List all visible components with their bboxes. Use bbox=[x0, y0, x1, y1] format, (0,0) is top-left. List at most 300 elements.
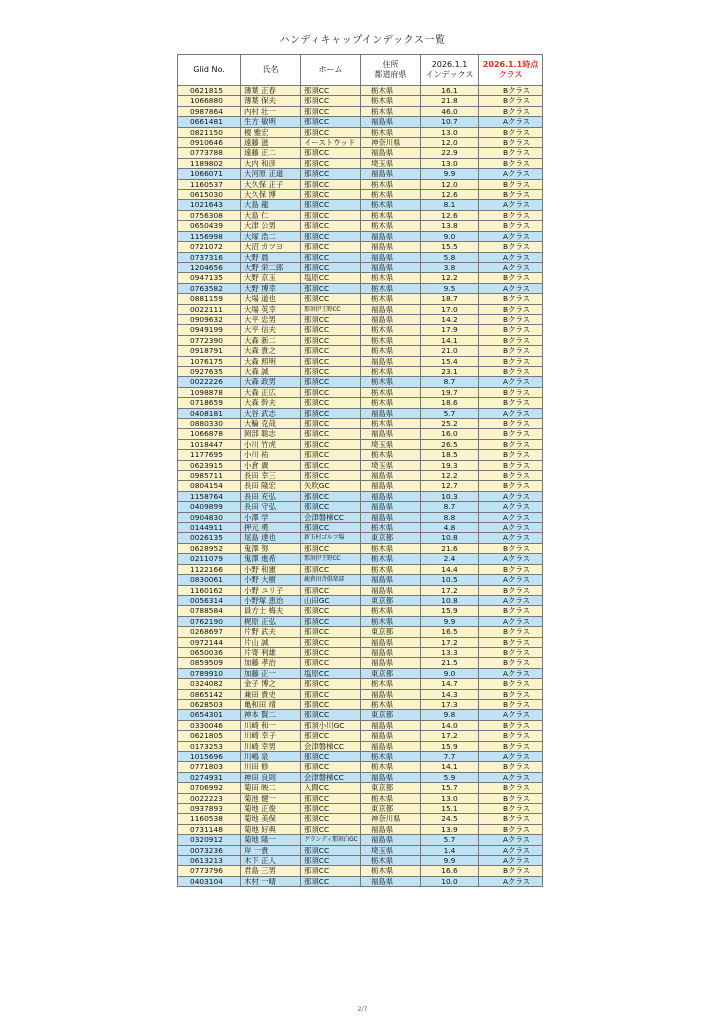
cell-glid-no: 0804154 bbox=[178, 481, 241, 491]
cell-class: Bクラス bbox=[479, 419, 543, 429]
cell-glid-no: 0628952 bbox=[178, 543, 241, 553]
header-index-line2: インデックス bbox=[425, 70, 474, 79]
cell-home: 那須CC bbox=[301, 637, 361, 647]
table-row bbox=[178, 127, 543, 137]
cell-name: 君島 三男 bbox=[241, 866, 301, 876]
cell-class: Bクラス bbox=[479, 96, 543, 106]
cell-name: 大森 政男 bbox=[241, 377, 301, 387]
table-row bbox=[178, 335, 543, 345]
cell-class: Aクラス bbox=[479, 502, 543, 512]
cell-index: 14.1 bbox=[421, 762, 479, 772]
cell-home: 那須CC bbox=[301, 283, 361, 293]
cell-name: 片山 誠 bbox=[241, 637, 301, 647]
cell-class: Bクラス bbox=[479, 585, 543, 595]
cell-glid-no: 0972144 bbox=[178, 637, 241, 647]
cell-index: 10.5 bbox=[421, 575, 479, 585]
cell-home: 那須CC bbox=[301, 804, 361, 814]
table-row bbox=[178, 814, 543, 824]
cell-class: Bクラス bbox=[479, 127, 543, 137]
cell-name: 木村 一晴 bbox=[241, 876, 301, 886]
cell-index: 12.0 bbox=[421, 179, 479, 189]
cell-name: 長田 守弘 bbox=[241, 502, 301, 512]
cell-prefecture: 神奈川県 bbox=[361, 138, 421, 148]
table-row bbox=[178, 158, 543, 168]
table-row bbox=[178, 439, 543, 449]
table-row bbox=[178, 190, 543, 200]
cell-glid-no: 1015696 bbox=[178, 752, 241, 762]
cell-glid-no: 0910646 bbox=[178, 138, 241, 148]
cell-glid-no: 0026135 bbox=[178, 533, 241, 543]
cell-home: 那須CC bbox=[301, 866, 361, 876]
cell-index: 15.9 bbox=[421, 741, 479, 751]
table-row bbox=[178, 741, 543, 751]
cell-home: 矢吹GC bbox=[301, 481, 361, 491]
cell-index: 15.9 bbox=[421, 606, 479, 616]
cell-prefecture: 栃木県 bbox=[361, 398, 421, 408]
cell-index: 19.7 bbox=[421, 387, 479, 397]
cell-class: Bクラス bbox=[479, 346, 543, 356]
cell-prefecture: 栃木県 bbox=[361, 273, 421, 283]
cell-index: 15.4 bbox=[421, 356, 479, 366]
cell-index: 1.4 bbox=[421, 845, 479, 855]
cell-name: 大島 龍 bbox=[241, 200, 301, 210]
cell-prefecture: 東京都 bbox=[361, 710, 421, 720]
table-row bbox=[178, 720, 543, 730]
cell-class: Bクラス bbox=[479, 866, 543, 876]
cell-index: 17.3 bbox=[421, 699, 479, 709]
cell-home: 会津磐梯CC bbox=[301, 741, 361, 751]
table-body bbox=[178, 86, 543, 887]
header-index bbox=[421, 55, 479, 86]
cell-home: 山田GC bbox=[301, 595, 361, 605]
cell-glid-no: 0773796 bbox=[178, 866, 241, 876]
cell-home: 那須CC bbox=[301, 856, 361, 866]
cell-index: 10.3 bbox=[421, 491, 479, 501]
cell-prefecture: 栃木県 bbox=[361, 866, 421, 876]
cell-glid-no: 1177695 bbox=[178, 450, 241, 460]
cell-prefecture: 栃木県 bbox=[361, 387, 421, 397]
cell-index: 21.6 bbox=[421, 543, 479, 553]
cell-name: 長田 充弘 bbox=[241, 491, 301, 501]
cell-home: 那須CC bbox=[301, 627, 361, 637]
cell-name: 岡部 聡志 bbox=[241, 429, 301, 439]
cell-class: Bクラス bbox=[479, 138, 543, 148]
table-row bbox=[178, 138, 543, 148]
cell-prefecture: 栃木県 bbox=[361, 699, 421, 709]
cell-prefecture: 東京都 bbox=[361, 595, 421, 605]
cell-class: Bクラス bbox=[479, 637, 543, 647]
table-row bbox=[178, 554, 543, 564]
cell-home: 那須CC bbox=[301, 106, 361, 116]
cell-glid-no: 0987864 bbox=[178, 106, 241, 116]
cell-prefecture: 栃木県 bbox=[361, 419, 421, 429]
cell-index: 21.5 bbox=[421, 658, 479, 668]
page-number: 2/7 bbox=[357, 1006, 368, 1013]
table-row bbox=[178, 148, 543, 158]
header-prefecture-line2: 都道府県 bbox=[374, 70, 407, 79]
cell-index: 14.7 bbox=[421, 679, 479, 689]
cell-name: 大場 英幸 bbox=[241, 304, 301, 314]
cell-home: 那須CC bbox=[301, 210, 361, 220]
table-row bbox=[178, 200, 543, 210]
cell-prefecture: 福島県 bbox=[361, 741, 421, 751]
cell-index: 13.0 bbox=[421, 793, 479, 803]
cell-prefecture: 福島県 bbox=[361, 169, 421, 179]
cell-index: 22.9 bbox=[421, 148, 479, 158]
table-row bbox=[178, 450, 543, 460]
table-row bbox=[178, 564, 543, 574]
cell-prefecture: 埼玉県 bbox=[361, 460, 421, 470]
cell-index: 17.9 bbox=[421, 325, 479, 335]
cell-class: Aクラス bbox=[479, 117, 543, 127]
table-row bbox=[178, 679, 543, 689]
cell-home: 那須CC bbox=[301, 231, 361, 241]
table-row bbox=[178, 752, 543, 762]
cell-prefecture: 栃木県 bbox=[361, 210, 421, 220]
cell-prefecture: 栃木県 bbox=[361, 335, 421, 345]
cell-glid-no: 1160537 bbox=[178, 179, 241, 189]
cell-index: 9.9 bbox=[421, 169, 479, 179]
cell-name: 川嶋 泉 bbox=[241, 752, 301, 762]
cell-index: 8.8 bbox=[421, 512, 479, 522]
cell-name: 小野塚 恵治 bbox=[241, 595, 301, 605]
cell-index: 9.8 bbox=[421, 710, 479, 720]
cell-home: 会津磐梯CC bbox=[301, 772, 361, 782]
cell-class: Bクラス bbox=[479, 366, 543, 376]
cell-name: 金子 博之 bbox=[241, 679, 301, 689]
table-row bbox=[178, 824, 543, 834]
cell-home: 那須CC bbox=[301, 439, 361, 449]
cell-class: Aクラス bbox=[479, 575, 543, 585]
cell-home: 那須CC bbox=[301, 221, 361, 231]
cell-glid-no: 1098878 bbox=[178, 387, 241, 397]
cell-class: Bクラス bbox=[479, 762, 543, 772]
cell-glid-no: 0773788 bbox=[178, 148, 241, 158]
cell-home: 那須CC bbox=[301, 647, 361, 657]
table-row bbox=[178, 543, 543, 553]
cell-prefecture: 東京都 bbox=[361, 804, 421, 814]
cell-prefecture: 福島県 bbox=[361, 314, 421, 324]
cell-prefecture: 福島県 bbox=[361, 242, 421, 252]
cell-home: 那須CC bbox=[301, 658, 361, 668]
cell-index: 15.7 bbox=[421, 783, 479, 793]
table-row bbox=[178, 117, 543, 127]
table-row bbox=[178, 731, 543, 741]
cell-index: 12.6 bbox=[421, 190, 479, 200]
cell-home: 那須CC bbox=[301, 169, 361, 179]
table-row bbox=[178, 325, 543, 335]
cell-glid-no: 0268697 bbox=[178, 627, 241, 637]
cell-prefecture: 福島県 bbox=[361, 471, 421, 481]
cell-name: 尾島 達也 bbox=[241, 533, 301, 543]
cell-glid-no: 0859509 bbox=[178, 658, 241, 668]
cell-class: Aクラス bbox=[479, 252, 543, 262]
cell-index: 17.0 bbox=[421, 304, 479, 314]
cell-home: 入間CC bbox=[301, 783, 361, 793]
cell-home: 那須CC bbox=[301, 845, 361, 855]
cell-class: Bクラス bbox=[479, 679, 543, 689]
table-row bbox=[178, 221, 543, 231]
cell-index: 10.7 bbox=[421, 117, 479, 127]
cell-class: Bクラス bbox=[479, 179, 543, 189]
cell-prefecture: 東京都 bbox=[361, 627, 421, 637]
table-row bbox=[178, 356, 543, 366]
cell-prefecture: 福島県 bbox=[361, 585, 421, 595]
cell-name: 小澤 学 bbox=[241, 512, 301, 522]
table-row bbox=[178, 429, 543, 439]
cell-name: 長田 隆宏 bbox=[241, 481, 301, 491]
cell-class: Bクラス bbox=[479, 398, 543, 408]
table-row bbox=[178, 689, 543, 699]
cell-name: 大内 和彦 bbox=[241, 158, 301, 168]
cell-class: Bクラス bbox=[479, 106, 543, 116]
cell-name: 大場 道也 bbox=[241, 294, 301, 304]
cell-index: 23.1 bbox=[421, 366, 479, 376]
cell-glid-no: 0771803 bbox=[178, 762, 241, 772]
table-row bbox=[178, 502, 543, 512]
cell-name: 員方士 梅夫 bbox=[241, 606, 301, 616]
cell-index: 12.2 bbox=[421, 471, 479, 481]
cell-name: 遠藤 正二 bbox=[241, 148, 301, 158]
table-row bbox=[178, 210, 543, 220]
cell-home: 那須CC bbox=[301, 314, 361, 324]
cell-glid-no: 0650439 bbox=[178, 221, 241, 231]
table-row bbox=[178, 273, 543, 283]
cell-index: 12.6 bbox=[421, 210, 479, 220]
cell-home: 那須CC bbox=[301, 824, 361, 834]
cell-name: 大谷 武志 bbox=[241, 408, 301, 418]
cell-index: 14.4 bbox=[421, 564, 479, 574]
cell-home: 那須CC bbox=[301, 793, 361, 803]
cell-name: 鬼澤 努 bbox=[241, 543, 301, 553]
cell-index: 16.1 bbox=[421, 86, 479, 96]
cell-prefecture: 埼玉県 bbox=[361, 158, 421, 168]
table-row bbox=[178, 419, 543, 429]
cell-prefecture: 栃木県 bbox=[361, 96, 421, 106]
cell-index: 16.5 bbox=[421, 627, 479, 637]
cell-home: 那須伊王野CC bbox=[301, 554, 361, 564]
cell-name: 菊地 美保 bbox=[241, 814, 301, 824]
cell-class: Bクラス bbox=[479, 429, 543, 439]
cell-glid-no: 1160162 bbox=[178, 585, 241, 595]
cell-prefecture: 栃木県 bbox=[361, 752, 421, 762]
cell-home: 那須CC bbox=[301, 200, 361, 210]
cell-name: 大森 新二 bbox=[241, 335, 301, 345]
cell-name: 榎 雅宏 bbox=[241, 127, 301, 137]
cell-glid-no: 1076175 bbox=[178, 356, 241, 366]
cell-prefecture: 福島県 bbox=[361, 408, 421, 418]
cell-name: 小川 竹虎 bbox=[241, 439, 301, 449]
cell-index: 3.8 bbox=[421, 262, 479, 272]
cell-home: 那須CC bbox=[301, 460, 361, 470]
cell-home: 那須CC bbox=[301, 398, 361, 408]
table-row bbox=[178, 575, 543, 585]
cell-name: 大島 仁 bbox=[241, 210, 301, 220]
cell-class: Bクラス bbox=[479, 481, 543, 491]
cell-home: 那須CC bbox=[301, 564, 361, 574]
cell-glid-no: 0661481 bbox=[178, 117, 241, 127]
cell-name: 内村 壮一 bbox=[241, 106, 301, 116]
table-row bbox=[178, 793, 543, 803]
cell-home: 那須CC bbox=[301, 523, 361, 533]
table-row bbox=[178, 460, 543, 470]
cell-class: Bクラス bbox=[479, 148, 543, 158]
cell-glid-no: 1066071 bbox=[178, 169, 241, 179]
cell-home: 那須CC bbox=[301, 387, 361, 397]
cell-glid-no: 0409899 bbox=[178, 502, 241, 512]
cell-index: 8.7 bbox=[421, 502, 479, 512]
cell-index: 4.8 bbox=[421, 523, 479, 533]
cell-prefecture: 福島県 bbox=[361, 772, 421, 782]
cell-name: 長田 幸三 bbox=[241, 471, 301, 481]
table-row bbox=[178, 294, 543, 304]
header-class bbox=[479, 55, 543, 86]
cell-name: 押元 勇 bbox=[241, 523, 301, 533]
cell-prefecture: 埼玉県 bbox=[361, 845, 421, 855]
cell-index: 5.8 bbox=[421, 252, 479, 262]
cell-index: 13.0 bbox=[421, 127, 479, 137]
cell-name: 小野 ユリ子 bbox=[241, 585, 301, 595]
cell-class: Bクラス bbox=[479, 294, 543, 304]
cell-prefecture: 栃木県 bbox=[361, 179, 421, 189]
cell-prefecture: 福島県 bbox=[361, 117, 421, 127]
cell-home: 那須伊王野CC bbox=[301, 304, 361, 314]
cell-name: 川田 修 bbox=[241, 762, 301, 772]
cell-home: グランディ那須白GC bbox=[301, 835, 361, 845]
cell-class: Bクラス bbox=[479, 647, 543, 657]
cell-prefecture: 栃木県 bbox=[361, 346, 421, 356]
cell-class: Bクラス bbox=[479, 699, 543, 709]
cell-home: 那須CC bbox=[301, 117, 361, 127]
cell-glid-no: 1021643 bbox=[178, 200, 241, 210]
cell-home: 那須CC bbox=[301, 242, 361, 252]
cell-home: 那須CC bbox=[301, 710, 361, 720]
cell-index: 13.9 bbox=[421, 824, 479, 834]
cell-prefecture: 栃木県 bbox=[361, 221, 421, 231]
cell-home: 那須CC bbox=[301, 408, 361, 418]
cell-class: Bクラス bbox=[479, 314, 543, 324]
cell-home: 那須CC bbox=[301, 419, 361, 429]
cell-glid-no: 0830061 bbox=[178, 575, 241, 585]
cell-class: Aクラス bbox=[479, 262, 543, 272]
header-home: ホーム bbox=[301, 55, 361, 86]
cell-class: Bクラス bbox=[479, 242, 543, 252]
cell-name: 大森 貴之 bbox=[241, 346, 301, 356]
table-row bbox=[178, 86, 543, 96]
cell-name: 菊池 健一 bbox=[241, 793, 301, 803]
cell-home: 那須CC bbox=[301, 689, 361, 699]
cell-glid-no: 0788584 bbox=[178, 606, 241, 616]
cell-glid-no: 0909632 bbox=[178, 314, 241, 324]
cell-glid-no: 0789910 bbox=[178, 668, 241, 678]
cell-home: 那須CC bbox=[301, 158, 361, 168]
cell-index: 13.0 bbox=[421, 158, 479, 168]
cell-index: 18.7 bbox=[421, 294, 479, 304]
cell-index: 14.0 bbox=[421, 720, 479, 730]
handicap-index-table bbox=[177, 54, 543, 887]
table-row bbox=[178, 398, 543, 408]
cell-class: Bクラス bbox=[479, 158, 543, 168]
cell-name: 菊地 好典 bbox=[241, 824, 301, 834]
cell-prefecture: 福島県 bbox=[361, 689, 421, 699]
cell-class: Bクラス bbox=[479, 335, 543, 345]
cell-glid-no: 0274931 bbox=[178, 772, 241, 782]
cell-class: Bクラス bbox=[479, 460, 543, 470]
cell-home: 那須CC bbox=[301, 543, 361, 553]
cell-index: 16.6 bbox=[421, 866, 479, 876]
header-name: 氏名 bbox=[241, 55, 301, 86]
cell-glid-no: 0613213 bbox=[178, 856, 241, 866]
cell-index: 19.3 bbox=[421, 460, 479, 470]
cell-class: Aクラス bbox=[479, 595, 543, 605]
cell-prefecture: 東京都 bbox=[361, 533, 421, 543]
table-row bbox=[178, 346, 543, 356]
cell-glid-no: 0022111 bbox=[178, 304, 241, 314]
cell-prefecture: 福島県 bbox=[361, 148, 421, 158]
cell-prefecture: 東京都 bbox=[361, 783, 421, 793]
table-row bbox=[178, 595, 543, 605]
cell-glid-no: 1160538 bbox=[178, 814, 241, 824]
cell-class: Bクラス bbox=[479, 439, 543, 449]
cell-class: Aクラス bbox=[479, 554, 543, 564]
cell-class: Bクラス bbox=[479, 387, 543, 397]
table-row bbox=[178, 387, 543, 397]
cell-name: 小川 祐 bbox=[241, 450, 301, 460]
cell-prefecture: 福島県 bbox=[361, 876, 421, 886]
cell-glid-no: 0721072 bbox=[178, 242, 241, 252]
cell-prefecture: 栃木県 bbox=[361, 450, 421, 460]
cell-home: 那須CC bbox=[301, 294, 361, 304]
cell-name: 川崎 幸子 bbox=[241, 731, 301, 741]
cell-home: 那須CC bbox=[301, 450, 361, 460]
cell-prefecture: 福島県 bbox=[361, 356, 421, 366]
cell-home: 那須CC bbox=[301, 762, 361, 772]
cell-prefecture: 栃木県 bbox=[361, 554, 421, 564]
cell-index: 17.2 bbox=[421, 637, 479, 647]
cell-home: 那須CC bbox=[301, 731, 361, 741]
cell-name: 小野 和憲 bbox=[241, 564, 301, 574]
cell-index: 16.0 bbox=[421, 429, 479, 439]
cell-prefecture: 栃木県 bbox=[361, 106, 421, 116]
table-row bbox=[178, 783, 543, 793]
table-row bbox=[178, 606, 543, 616]
cell-home: 那須CC bbox=[301, 699, 361, 709]
cell-glid-no: 1156998 bbox=[178, 231, 241, 241]
table-row bbox=[178, 231, 543, 241]
cell-home: 那須CC bbox=[301, 814, 361, 824]
cell-home: 那須CC bbox=[301, 179, 361, 189]
cell-name: 川崎 幸男 bbox=[241, 741, 301, 751]
cell-class: Bクラス bbox=[479, 824, 543, 834]
cell-glid-no: 0324082 bbox=[178, 679, 241, 689]
cell-home: 塩原CC bbox=[301, 273, 361, 283]
cell-index: 13.3 bbox=[421, 647, 479, 657]
cell-name: 大森 幹夫 bbox=[241, 398, 301, 408]
cell-glid-no: 0330046 bbox=[178, 720, 241, 730]
cell-glid-no: 0320912 bbox=[178, 835, 241, 845]
cell-class: Bクラス bbox=[479, 741, 543, 751]
cell-name: 大森 照明 bbox=[241, 356, 301, 366]
cell-index: 12.7 bbox=[421, 481, 479, 491]
table-row bbox=[178, 637, 543, 647]
cell-glid-no: 0772390 bbox=[178, 335, 241, 345]
cell-index: 10.0 bbox=[421, 876, 479, 886]
table-row bbox=[178, 668, 543, 678]
cell-class: Aクラス bbox=[479, 772, 543, 782]
cell-home: 那須CC bbox=[301, 335, 361, 345]
cell-name: 菊地 正俊 bbox=[241, 804, 301, 814]
table-header-row bbox=[178, 55, 543, 86]
